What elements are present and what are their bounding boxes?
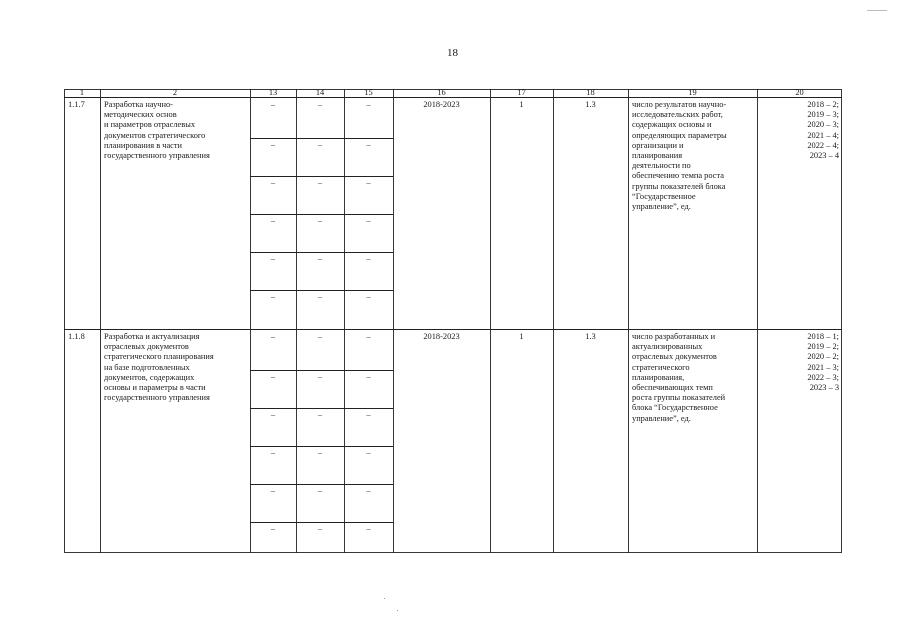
- row-1-indicator: число результатов научно- исследовательских работ, содержащих основы и определяющих параметры организации и планирования деятельности по обеспечению темпа роста группы показателей блока “Государственное управление”, ед.: [632, 100, 727, 212]
- scan-speck: [384, 598, 385, 599]
- row-2-id: 1.1.8: [68, 332, 85, 341]
- row-1-col17: 1: [519, 100, 524, 109]
- row-2-col14-dash-5: –: [317, 486, 323, 495]
- row-2-col15-dash-4: –: [366, 448, 371, 457]
- header-col-13: 13: [268, 88, 278, 97]
- row-2-col14-dash-3: –: [317, 410, 323, 419]
- row-1-name: Разработка научно- методических основ и параметров отраслевых документов стратегического планирования в части государственного управления: [104, 100, 210, 161]
- scan-corner-mark: [867, 10, 887, 11]
- header-col-14: 14: [315, 88, 325, 97]
- row-1-col13-dash-3: –: [270, 178, 276, 187]
- header-col-15: 15: [364, 88, 373, 97]
- row-1-col18: 1.3: [585, 100, 596, 109]
- row-2-col15-dash-6: –: [366, 524, 371, 533]
- header-col-2: 2: [172, 88, 178, 97]
- row-2-col14-dash-1: –: [317, 332, 323, 341]
- row-1-col14-dash-5: –: [317, 254, 323, 263]
- row-1-col13-dash-1: –: [270, 100, 276, 109]
- row-2-col13-dash-2: –: [270, 372, 276, 381]
- page-number: 18: [447, 47, 458, 59]
- header-col-20: 20: [795, 88, 804, 97]
- row-2-col15-dash-5: –: [366, 486, 371, 495]
- row-2-col14-dash-6: –: [317, 524, 323, 533]
- row-2-col14-dash-4: –: [317, 448, 323, 457]
- row-2-col14-dash-2: –: [317, 372, 323, 381]
- row-2-period: 2018-2023: [423, 332, 460, 341]
- header-col-19: 19: [688, 88, 697, 97]
- row-2-indicator: число разработанных и актуализированных отраслевых документов стратегического планирования, обеспечивающих темп роста группы показателей блока “Государственное управление”, ед.: [632, 332, 726, 423]
- data-table: [64, 89, 842, 553]
- header-col-17: 17: [517, 88, 526, 97]
- row-2-col13-dash-5: –: [270, 486, 276, 495]
- row-1-col15-dash-3: –: [366, 178, 371, 187]
- row-2-col13-dash-1: –: [270, 332, 276, 341]
- row-2-col13-dash-4: –: [270, 448, 276, 457]
- row-1-period: 2018-2023: [423, 100, 460, 109]
- row-1-col13-dash-2: –: [270, 140, 276, 149]
- row-1-col15-dash-5: –: [366, 254, 371, 263]
- row-2-name: Разработка и актуализация отраслевых документов стратегического планирования на базе подготовленных документов, содержащих основы и параметры в части государственного управления: [104, 332, 214, 403]
- row-1-col14-dash-4: –: [317, 216, 323, 225]
- row-1-col15-dash-1: –: [366, 100, 371, 109]
- row-1-col14-dash-3: –: [317, 178, 323, 187]
- header-col-16: 16: [437, 88, 446, 97]
- row-1-col15-dash-6: –: [366, 292, 371, 301]
- row-2-col18: 1.3: [585, 332, 596, 341]
- row-2-col15-dash-3: –: [366, 410, 371, 419]
- row-1-targets: 2018 – 2; 2019 – 3; 2020 – 3; 2021 – 4; 2022 – 4; 2023 – 4: [807, 100, 839, 161]
- row-1-id: 1.1.7: [68, 100, 85, 109]
- row-1-col14-dash-6: –: [317, 292, 323, 301]
- row-1-col15-dash-4: –: [366, 216, 371, 225]
- row-1-col14-dash-1: –: [317, 100, 323, 109]
- row-2-targets: 2018 – 1; 2019 – 2; 2020 – 2; 2021 – 3; 2022 – 3; 2023 – 3: [807, 332, 839, 393]
- row-2-col17: 1: [519, 332, 524, 341]
- row-2-col13-dash-6: –: [270, 524, 276, 533]
- row-1-col13-dash-6: –: [270, 292, 276, 301]
- row-1-col13-dash-5: –: [270, 254, 276, 263]
- row-2-col15-dash-1: –: [366, 332, 371, 341]
- row-2-col15-dash-2: –: [366, 372, 371, 381]
- header-col-18: 18: [586, 88, 595, 97]
- row-1-col15-dash-2: –: [366, 140, 371, 149]
- row-2-col13-dash-3: –: [270, 410, 276, 419]
- row-1-col14-dash-2: –: [317, 140, 323, 149]
- row-1-col13-dash-4: –: [270, 216, 276, 225]
- scan-speck: [397, 610, 398, 611]
- header-col-1: 1: [79, 88, 85, 97]
